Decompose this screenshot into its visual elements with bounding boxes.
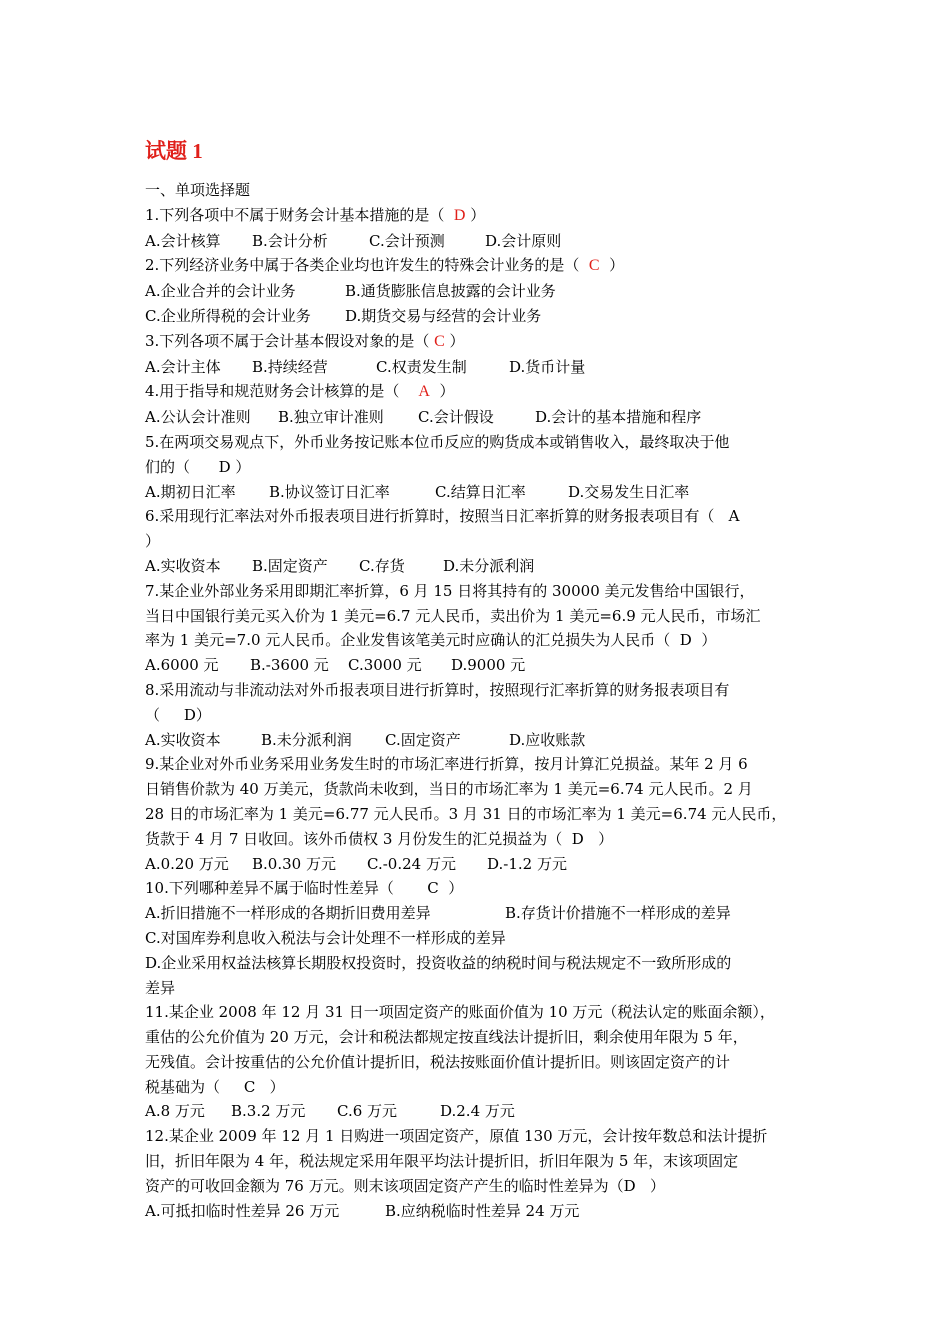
option-d: D.2.4 万元: [440, 1102, 515, 1121]
option-b: B.持续经营: [252, 357, 328, 376]
option-b: B.-3600 元: [250, 656, 329, 675]
option-d: D.交易发生日汇率: [568, 482, 690, 501]
question-4: [145, 379, 815, 405]
option-c: C.存货: [359, 556, 405, 575]
question-4-answer: A: [418, 383, 430, 401]
option-b: B.独立审计准则: [278, 408, 384, 427]
option-c: C.6 万元: [337, 1102, 398, 1121]
option-a: A.实收资本: [145, 556, 221, 575]
question-2-options-row2: [145, 304, 815, 329]
option-d: D.货币计量: [509, 357, 586, 376]
option-b: B.固定资产: [252, 556, 328, 575]
question-9-options: [145, 852, 815, 877]
question-1: [145, 203, 815, 229]
question-7-line3: 率为 1 美元=7.0 元人民币。企业发售该笔美元时应确认的汇兑损失为人民币（ D ）: [145, 631, 717, 650]
option-d: D.应收账款: [509, 730, 586, 749]
question-8-line2: （ D）: [145, 705, 211, 724]
option-b: B.未分派利润: [261, 730, 352, 749]
question-3-options: [145, 355, 815, 380]
question-11-line4: 税基础为（ C ）: [145, 1077, 285, 1096]
question-11-options: [145, 1099, 815, 1124]
question-2-answer: C: [588, 257, 600, 275]
option-a: A.会计核算: [145, 231, 221, 250]
document-page: [145, 138, 815, 1223]
question-5-options: [145, 480, 815, 505]
option-c: C.3000 元: [348, 656, 422, 675]
question-5-line2: 们的（ D ）: [145, 457, 251, 476]
option-a: A.公认会计准则: [145, 408, 251, 427]
question-4-stem-end: ）: [429, 382, 455, 401]
question-1-options: [145, 229, 815, 254]
option-d: D.未分派利润: [443, 556, 535, 575]
question-6-line2: ）: [145, 532, 161, 551]
option-c: C.会计预测: [369, 231, 445, 250]
option-d: D.会计原则: [485, 231, 562, 250]
question-3-answer: C: [434, 332, 445, 350]
option-c: C.对国库券利息收入税法与会计处理不一样形成的差异: [145, 928, 506, 947]
option-c: C.企业所得税的会计业务: [145, 306, 311, 325]
question-12-line1: 12.某企业 2009 年 12 月 1 日购进一项固定资产，原值 130 万元，会计按年数总和法计提折: [145, 1127, 768, 1146]
option-c: C.权责发生制: [376, 357, 467, 376]
question-2-stem: 2.下列经济业务中属于各类企业均也许发生的特殊会计业务的是（: [145, 256, 589, 275]
option-c: C.固定资产: [385, 730, 461, 749]
question-3-stem-end: ）: [444, 331, 465, 350]
question-7-line2: 当日中国银行美元买入价为 1 美元=6.7 元人民币，卖出价为 1 美元=6.9 元人民币，市场汇: [145, 606, 761, 625]
question-6-options: [145, 554, 815, 579]
option-b: B.会计分析: [252, 231, 328, 250]
option-a: A.可抵扣临时性差异 26 万元: [145, 1201, 340, 1220]
option-a: A.折旧措施不一样形成的各期折旧费用差异: [145, 904, 431, 923]
question-12-line2: 旧，折旧年限为 4 年，税法规定采用年限平均法计提折旧，折旧年限为 5 年，末该项固定: [145, 1152, 739, 1171]
section-heading: 一、单项选择题: [145, 181, 251, 199]
question-1-stem: 1.下列各项中不属于财务会计基本措施的是（: [145, 205, 454, 224]
option-b: B.通货膨胀信息披露的会计业务: [345, 282, 556, 301]
option-a: A.实收资本: [145, 730, 221, 749]
option-b: B.3.2 万元: [231, 1102, 306, 1121]
question-11-line1: 11.某企业 2008 年 12 月 31 日一项固定资产的账面价值为 10 万元（税法认定的账面余额），: [145, 1003, 775, 1022]
question-6-line1: 6.采用现行汇率法对外币报表项目进行折算时，按照当日汇率折算的财务报表项目有（ A: [145, 507, 740, 526]
option-b: B.存货计价措施不一样形成的差异: [505, 904, 731, 923]
option-d: D.期货交易与经营的会计业务: [345, 306, 542, 325]
question-12-options: [145, 1199, 815, 1224]
question-8-options: [145, 728, 815, 753]
question-7-line1: 7.某企业外部业务采用即期汇率折算，6 月 15 日将其持有的 30000 美元发售给中国银行，: [145, 581, 755, 600]
option-d: D.9000 元: [451, 656, 526, 675]
option-b: B.协议签订日汇率: [269, 482, 390, 501]
question-3-stem: 3.下列各项不属于会计基本假设对象的是（: [145, 331, 435, 350]
option-d: D.会计的基本措施和程序: [535, 408, 702, 427]
question-9-line4: 货款于 4 月 7 日收回。该外币债权 3 月份发生的汇兑损益为（ D ）: [145, 829, 614, 848]
option-a: A.企业合并的会计业务: [145, 282, 296, 301]
question-3: [145, 329, 815, 355]
page-title: 试题 1: [145, 139, 203, 163]
option-c: C.-0.24 万元: [367, 854, 456, 873]
option-a: A.8 万元: [145, 1102, 205, 1121]
question-4-stem: 4.用于指导和规范财务会计核算的是（: [145, 382, 419, 401]
option-b: B.0.30 万元: [252, 854, 336, 873]
question-2-options-row1: [145, 279, 815, 304]
question-2-stem-end: ）: [599, 256, 625, 275]
option-c: C.结算日汇率: [435, 482, 526, 501]
question-1-stem-end: ）: [465, 205, 486, 224]
option-d-line1: D.企业采用权益法核算长期股权投资时，投资收益的纳税时间与税法规定不一致所形成的: [145, 953, 732, 972]
option-b: B.应纳税临时性差异 24 万元: [385, 1201, 580, 1220]
question-8-line1: 8.采用流动与非流动法对外币报表项目进行折算时，按照现行汇率折算的财务报表项目有: [145, 680, 730, 699]
question-12-line3: 资产的可收回金额为 76 万元。则末该项固定资产产生的临时性差异为（D ）: [145, 1176, 665, 1195]
option-d: D.-1.2 万元: [487, 854, 567, 873]
question-1-answer: D: [453, 206, 466, 224]
question-5-line1: 5.在两项交易观点下，外币业务按记账本位币反应的购货成本或销售收入，最终取决于他: [145, 432, 730, 451]
question-4-options: [145, 405, 815, 430]
question-7-options: [145, 653, 815, 678]
question-9-line3: 28 日的市场汇率为 1 美元=6.77 元人民币。3 月 31 日的市场汇率为 1 美元=6.74 元人民币，: [145, 804, 787, 823]
option-c: C.会计假设: [418, 408, 494, 427]
question-9-line1: 9.某企业对外币业务采用业务发生时的市场汇率进行折算，按月计算汇兑损益。某年 2 月 6: [145, 755, 748, 774]
question-2: [145, 253, 815, 279]
option-a: A.6000 元: [145, 656, 219, 675]
option-a: A.会计主体: [145, 357, 221, 376]
question-10-line1: 10.下列哪种差异不属于临时性差异（ C ）: [145, 879, 464, 898]
option-a: A.0.20 万元: [145, 854, 229, 873]
question-10-options-row1: [145, 901, 815, 926]
question-9-line2: 日销售价款为 40 万美元，货款尚未收到，当日的市场汇率为 1 美元=6.74 元人民币。2 月: [145, 780, 753, 799]
question-11-line2: 重估的公允价值为 20 万元，会计和税法都规定按直线法计提折旧，剩余使用年限为 5 年，: [145, 1028, 748, 1047]
option-d-line2: 差异: [145, 978, 176, 997]
question-11-line3: 无残值。会计按重估的公允价值计提折旧，税法按账面价值计提折旧。则该固定资产的计: [145, 1052, 731, 1071]
option-a: A.期初日汇率: [145, 482, 236, 501]
